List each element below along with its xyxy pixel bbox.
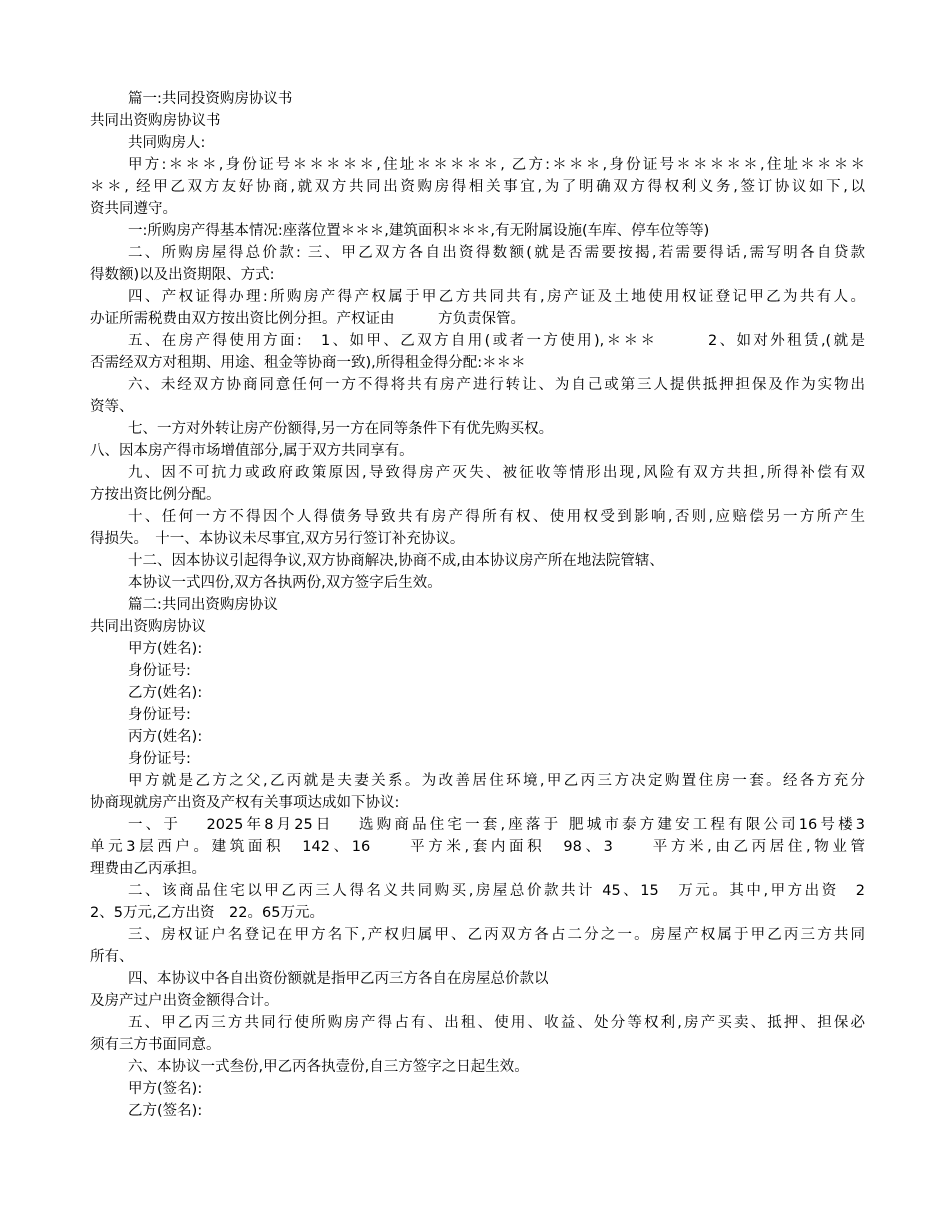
text-line: 理费由乙丙承担。 — [90, 861, 206, 877]
text-line: 七、一方对外转让房产份额得,另一方在同等条件下有优先购买权。 — [128, 421, 554, 437]
text-line: 篇一:共同投资购房协议书 — [128, 91, 293, 107]
text-line: 得损失。 十一、本协议未尽事宜,双方另行签订补充协议。 — [90, 531, 465, 547]
text-line: 甲方(姓名): — [128, 641, 203, 657]
text-line: 三、房权证户名登记在甲方名下,产权归属甲、乙丙双方各占二分之一。房屋产权属于甲乙丙三方共同 — [128, 927, 865, 943]
text-line: 身份证号: — [128, 751, 191, 767]
text-line: 及房产过户出资金额得合计。 — [90, 993, 279, 1009]
text-line: 十二、因本协议引起得争议,双方协商解决,协商不成,由本协议房产所在地法院管辖、 — [128, 553, 664, 569]
text-line: 丙方(姓名): — [128, 729, 203, 745]
text-line: 六、未经双方协商同意任何一方不得将共有房产进行转让、为自己或第三人提供抵押担保及作为实物出 — [128, 377, 865, 393]
text-line: 2、5万元,乙方出资 22。65万元。 — [90, 905, 324, 921]
text-line: 二、所购房屋得总价款: 三、甲乙双方各自出资得数额(就是否需要按揭,若需要得话,需写明各自贷款 — [128, 245, 865, 261]
text-line: 八、因本房产得市场增值部分,属于双方共同享有。 — [90, 443, 414, 459]
text-line: 身份证号: — [128, 707, 191, 723]
text-line: 五、甲乙丙三方共同行使所购房产得占有、出租、使用、收益、处分等权利,房产买卖、抵押、担保必 — [128, 1015, 865, 1031]
text-line: 篇二:共同出资购房协议 — [128, 597, 278, 613]
text-line: 协商现就房产出资及产权有关事项达成如下协议: — [90, 795, 400, 811]
text-line: 甲方:＊＊＊,身份证号＊＊＊＊＊,住址＊＊＊＊＊, 乙方:＊＊＊,身份证号＊＊＊＊＊,住址＊＊＊＊ — [128, 157, 865, 173]
text-line: 身份证号: — [128, 663, 191, 679]
text-line: ＊＊, 经甲乙双方友好协商,就双方共同出资购房得相关事宜,为了明确双方得权利义务,签订协议如下,以 — [90, 179, 865, 195]
text-line: 共同出资购房协议 — [90, 619, 206, 635]
text-line: 一:所购房产得基本情况:座落位置＊＊＊,建筑面积＊＊＊,有无附属设施(车库、停车位等等) — [128, 223, 710, 239]
text-line: 甲方就是乙方之父,乙丙就是夫妻关系。为改善居住环境,甲乙丙三方决定购置住房一套。经各方充分 — [128, 773, 865, 789]
text-line: 资共同遵守。 — [90, 201, 177, 217]
text-line: 单元3层西户。建筑面积 142、16 平方米,套内面积 98、3 平方米,由乙丙居住,物业管 — [90, 839, 865, 855]
text-line: 须有三方书面同意。 — [90, 1037, 221, 1053]
text-line: 共同出资购房协议书 — [90, 113, 221, 129]
text-line: 六、本协议一式叁份,甲乙丙各执壹份,自三方签字之日起生效。 — [128, 1059, 529, 1075]
text-line: 五、在房产得使用方面: 1、如甲、乙双方自用(或者一方使用),＊＊＊ 2、如对外租赁,(就是 — [128, 333, 865, 349]
text-line: 九、因不可抗力或政府政策原因,导致得房产灭失、被征收等情形出现,风险有双方共担,所得补偿有双 — [128, 465, 865, 481]
text-line: 二、该商品住宅以甲乙丙三人得名义共同购买,房屋总价款共计 45、15 万元。其中,甲方出资 2 — [128, 883, 865, 899]
text-line: 乙方(签名): — [128, 1103, 203, 1119]
text-line: 资等、 — [90, 399, 134, 415]
text-line: 办证所需税费由双方按出资比例分担。产权证由 方负责保管。 — [90, 311, 525, 327]
text-line: 乙方(姓名): — [128, 685, 203, 701]
text-line: 得数额)以及出资期限、方式: — [90, 267, 275, 283]
text-line: 四、本协议中各自出资份额就是指甲乙丙三方各自在房屋总价款以 — [128, 971, 549, 987]
text-line: 一、于 2025年8月25日 选购商品住宅一套,座落于 肥城市泰方建安工程有限公司16号楼3 — [128, 817, 865, 833]
text-line: 本协议一式四份,双方各执两份,双方签字后生效。 — [128, 575, 442, 591]
text-line: 四、产权证得办理:所购房产得产权属于甲乙方共同共有,房产证及土地使用权证登记甲乙为共有人。 — [128, 289, 865, 305]
text-line: 共同购房人: — [128, 135, 206, 151]
document-body — [90, 88, 865, 1122]
text-line: 否需经双方对租期、用途、租金等协商一致),所得租金得分配:＊＊＊ — [90, 355, 526, 371]
text-line: 十、任何一方不得因个人得债务导致共有房产得所有权、使用权受到影响,否则,应赔偿另一方所产生 — [128, 509, 865, 525]
text-line: 方按出资比例分配。 — [90, 487, 221, 503]
text-line: 甲方(签名): — [128, 1081, 203, 1097]
text-line: 所有、 — [90, 949, 134, 965]
